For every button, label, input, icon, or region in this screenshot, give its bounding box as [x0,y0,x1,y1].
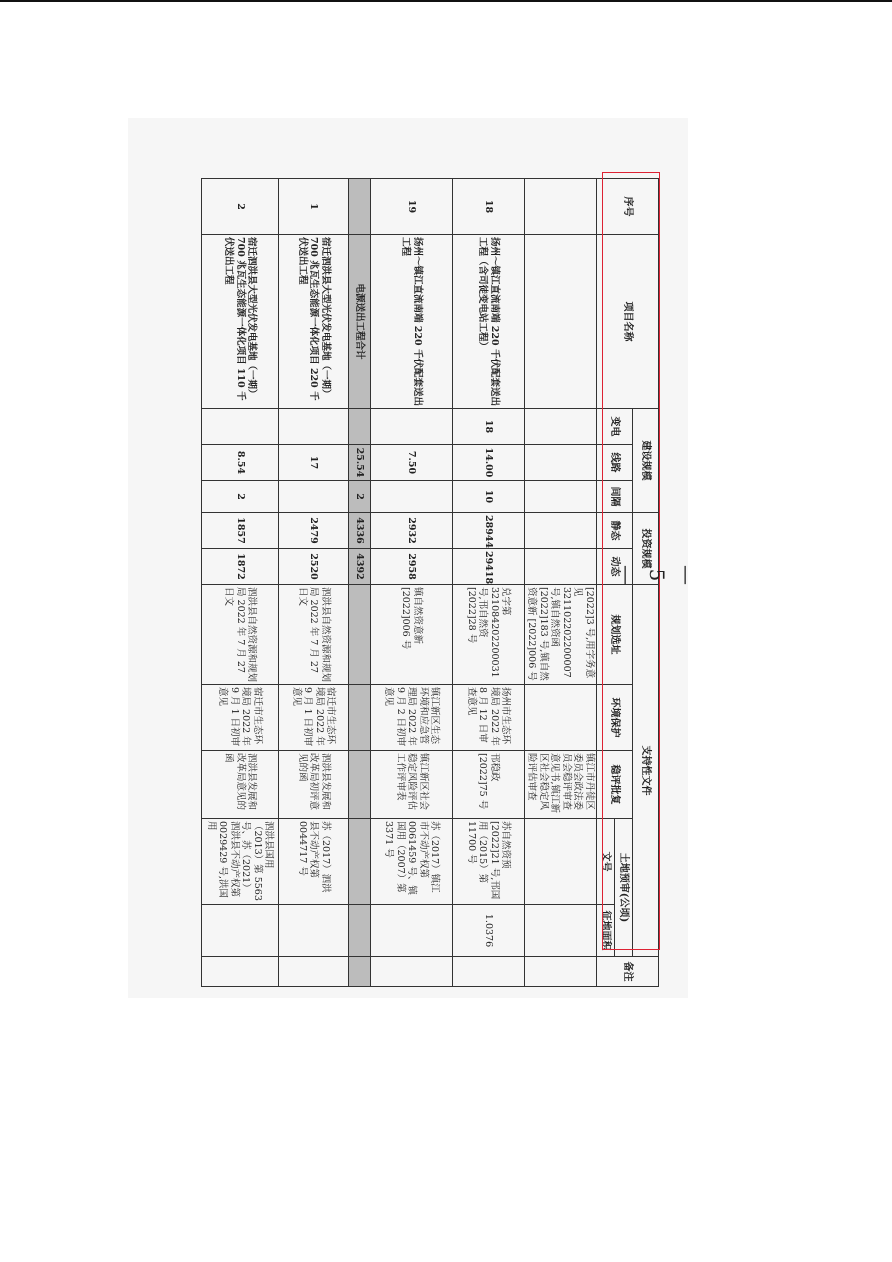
subtotal-row [349,179,371,987]
cell-remark [279,957,349,987]
cell-seq: 2 [202,179,279,235]
cell-dynamic: 2958 [371,549,453,585]
cell-land-area [371,905,453,957]
cell-line: 8.54 [202,445,279,481]
cell-env [525,685,597,751]
cell-name [525,235,597,409]
table-row [453,179,525,987]
cell-bay: 10 [453,481,525,513]
cell-transform [202,409,279,445]
cell-name: 扬州～镇江直流南端 220 千伏配套送出工程（含司徒变电站工程） [453,235,525,409]
header-static: 静态 [597,513,633,549]
cell-line: 17 [279,445,349,481]
cell-name: 扬州～镇江直流南端 220 千伏配套送出工程 [371,235,453,409]
cell-seq: 1 [279,179,349,235]
cell-bay [279,481,349,513]
header-remark: 备注 [597,957,659,987]
rotated-table-container [204,178,659,982]
header-support-docs: 支持性文件 [633,585,659,957]
header-dynamic: 动态 [597,549,633,585]
cell-line: 25.54 [349,445,371,481]
cell-bay: 2 [202,481,279,513]
cell-dynamic: 1872 [202,549,279,585]
header-env: 环境保护 [597,685,633,751]
top-border-line [0,0,892,2]
cell-remark [349,957,371,987]
cell-seq [349,179,371,235]
header-project-name: 项目名称 [597,235,659,409]
header-land-area: 征地面积 [597,905,615,957]
cell-dynamic: 2520 [279,549,349,585]
cell-dynamic: 4392 [349,549,371,585]
cell-bay [371,481,453,513]
cell-env: 宿迁市生态环境局 2022 年 9 月 1 日初审意见 [202,685,279,751]
cell-planning: [2022]3 号,用字务意见 321102202200007 号,镇自然资函 [2022]183 号,镇自然资意新 [2022]006 号 [525,585,597,685]
cell-bay: 2 [349,481,371,513]
cell-env: 扬州市生态环境局 2022 年 8 月 12 日审查意见 [453,685,525,751]
table-row [279,179,349,987]
cell-stability: 泗洪县发展和改革局初评意见的函 [279,751,349,819]
table-row [525,179,597,987]
cell-transform [349,409,371,445]
cell-name: 宿迁泗洪县大型光伏发电基地（一期）700 兆瓦生态能源一体化项目 220 千伏送出工程 [279,235,349,409]
cell-planning [349,585,371,685]
cell-stability: 邗稳政 [2022]75 号 [453,751,525,819]
cell-doc-no: 苏（2017）泗洪县不动产权第 0044717 号 [279,819,349,905]
cell-remark [453,957,525,987]
cell-doc-no [349,819,371,905]
cell-planning: 镇自然资意新 [2022]006 号 [371,585,453,685]
cell-transform [371,409,453,445]
cell-bay [525,481,597,513]
cell-static: 1857 [202,513,279,549]
cell-remark [371,957,453,987]
cell-doc-no: 苏（2017）镇江市不动产权第 0061459 号、镇国用（2007）第 3371 号 [371,819,453,905]
cell-name: 宿迁泗洪县大型光伏发电基地（一期）700 兆瓦生态能源一体化项目 110 千伏送出工程 [202,235,279,409]
cell-stability: 镇江市丹徒区委员会政法委员会稳评审查意见书,镇江新区社会稳定风险评估审查 [525,751,597,819]
cell-static [525,513,597,549]
cell-env: 镇江新区生态环境和应急管理局 2022 年 9 月 2 日初审意见 [371,685,453,751]
cell-stability: 泗洪县发展和改革局意见的函 [202,751,279,819]
header-line: 线路 [597,445,633,481]
cell-planning: 兑字第 321084202200031 号,邗自然资 [2022]28 号 [453,585,525,685]
cell-env: 宿迁市生态环境局 2022 年 9 月 1 日初审意见 [279,685,349,751]
header-build-scale: 建设规模 [633,409,659,513]
cell-stability: 镇江新区社会稳定风险评估工作评审表 [371,751,453,819]
cell-static: 2479 [279,513,349,549]
header-doc-no: 文号 [597,819,615,905]
header-land: 土地预审(公顷) [615,819,633,957]
cell-name: 电源送出工程合计 [349,235,371,409]
project-table [201,178,659,987]
cell-static: 28944 [453,513,525,549]
cell-dynamic [525,549,597,585]
cell-remark [525,957,597,987]
header-seq: 序号 [597,179,659,235]
cell-seq: 18 [453,179,525,235]
cell-doc-no [525,819,597,905]
cell-line: 14.00 [453,445,525,481]
cell-static: 4336 [349,513,371,549]
header-bay: 间隔 [597,481,633,513]
cell-land-area [349,905,371,957]
header-planning: 规划选址 [597,585,633,685]
cell-line [525,445,597,481]
cell-remark [202,957,279,987]
cell-line: 7.50 [371,445,453,481]
cell-land-area [279,905,349,957]
cell-land-area [202,905,279,957]
cell-seq: 19 [371,179,453,235]
cell-doc-no: 泗洪县国用（2013）第 5563 号、苏（2021）泗洪县不动产权第 0029429 号,洪国用 [202,819,279,905]
cell-transform [525,409,597,445]
cell-transform [279,409,349,445]
table-row [371,179,453,987]
header-invest-scale: 投资规模 [633,513,659,585]
cell-seq [525,179,597,235]
cell-stability [349,751,371,819]
cell-dynamic: 29418 [453,549,525,585]
header-transform: 变电 [597,409,633,445]
cell-planning: 泗洪县自然资源和规划局 2022 年 7 月 27 日文 [279,585,349,685]
red-highlight-box [602,172,660,950]
cell-static: 2932 [371,513,453,549]
cell-land-area: 1.0376 [453,905,525,957]
cell-land-area [525,905,597,957]
table-row-highlighted [202,179,279,987]
cell-env [349,685,371,751]
cell-doc-no: 苏自然资预[2022]21 号,邗国用（2015）第 11700 号 [453,819,525,905]
cell-transform: 18 [453,409,525,445]
header-stability: 稳评批复 [597,751,633,819]
page-number: —5— [615,565,699,585]
cell-planning: 泗洪县自然资源和规划局 2022 年 7 月 27 日文 [202,585,279,685]
